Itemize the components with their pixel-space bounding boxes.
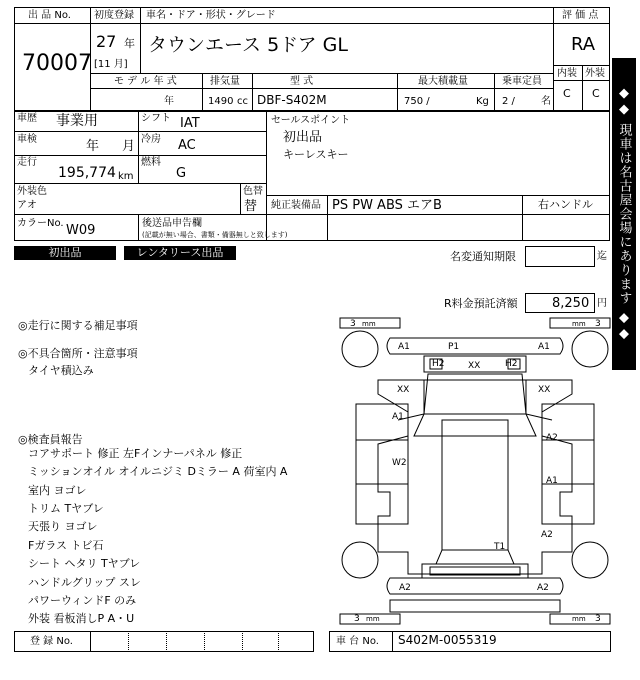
first-reg-month: [11 月] — [94, 59, 128, 70]
mark-quarter-right: A2 — [541, 530, 553, 540]
model-year-label: モ デ ル 年 式 — [114, 76, 177, 87]
capacity-unit: 名 — [541, 96, 551, 107]
color-value: アオ — [17, 200, 37, 211]
aircon-value: AC — [178, 138, 196, 153]
load-unit: Kg — [476, 96, 489, 107]
tire-rl-unit: mm — [366, 615, 380, 623]
defects-title: ◎不具合箇所・注意事項 — [18, 347, 138, 360]
mark-door-left-rear: W2 — [392, 458, 407, 468]
exterior-grade: C — [592, 87, 600, 100]
first-reg-year: 27 — [96, 32, 117, 51]
location-banner: ◆◆ 現車は名古屋会場にあります ◆◆ — [612, 58, 636, 370]
tire-fl-unit: mm — [362, 320, 376, 328]
steering-value: 右ハンドル — [538, 198, 593, 211]
equip-label: 純正装備品 — [271, 200, 321, 211]
inspector-line: 外装 看板消しP A・U — [28, 612, 135, 625]
notice-label: 名変通知期限 — [450, 250, 516, 263]
lot-label: 出 品 No. — [28, 10, 71, 21]
displacement-label: 排気量 — [210, 76, 240, 87]
registration-label: 登 録 No. — [30, 636, 73, 647]
inspector-line: 天張り ヨゴレ — [28, 520, 98, 533]
grade-value: RA — [571, 34, 596, 55]
chassis-number: S402M-0055319 — [398, 633, 497, 647]
defect-line: タイヤ積込み — [28, 364, 94, 377]
first-reg-label: 初度登録 — [94, 10, 134, 21]
mark-hood: XX — [468, 361, 481, 371]
mark-door-right-rear: A1 — [546, 476, 558, 486]
recycle-value: 8,250 — [552, 296, 590, 311]
exterior-label: 外装 — [585, 68, 605, 79]
recycle-label: R料金預託済額 — [444, 297, 518, 310]
mileage-unit: km — [118, 171, 134, 182]
inspection-year: 年 — [86, 139, 100, 154]
tire-fl-depth: 3 — [350, 319, 356, 329]
mileage-label: 走行 — [17, 157, 37, 168]
rental-tag: レンタリース出品 — [124, 246, 236, 260]
mark-h2-right: H2 — [505, 359, 518, 369]
lot-number: 70007 — [22, 51, 92, 76]
type-value: DBF-S402M — [257, 93, 327, 107]
first-reg-year-unit: 年 — [124, 37, 135, 50]
notice-unit: 迄 — [597, 251, 607, 262]
aircon-label: 冷房 — [141, 134, 161, 145]
equipment-value: PS PW ABS エアB — [332, 198, 442, 213]
inspection-label: 車検 — [17, 134, 37, 145]
load-value: 750 / — [404, 96, 430, 107]
shift-value: IAT — [180, 116, 200, 131]
recycle-unit: 円 — [597, 298, 607, 309]
car-name-label-2: 車名・ドア・形状・グレード — [146, 10, 276, 21]
chassis-label: 車 台 No. — [336, 636, 379, 647]
inspection-month: 月 — [122, 139, 136, 154]
sales-point-2: キーレスキー — [283, 148, 349, 161]
car-name: タウンエース 5ドア GL — [148, 34, 348, 56]
mark-rear-right: A2 — [537, 583, 549, 593]
interior-grade: C — [563, 87, 571, 100]
mark-tailgate: T1 — [494, 542, 506, 552]
sales-point-1: 初出品 — [283, 130, 323, 145]
mark-rear-left: A2 — [399, 583, 411, 593]
inspector-line: コアサポート 修正 左Fインナーパネル 修正 — [28, 447, 243, 460]
inspector-line: トリム Tヤブレ — [28, 502, 104, 515]
color-label: 外装色 — [17, 186, 47, 197]
fuel-value: G — [176, 166, 187, 181]
mark-front-center: P1 — [448, 342, 460, 352]
capacity-value: 2 / — [502, 96, 515, 107]
inspector-line: ハンドルグリップ スレ — [28, 576, 141, 589]
grade-label: 評 価 点 — [562, 10, 599, 21]
repaint-label: 色替 — [243, 186, 263, 197]
fuel-label: 燃料 — [141, 157, 161, 168]
displacement-unit: cc — [237, 96, 248, 107]
tire-fr-unit: mm — [572, 320, 586, 328]
mark-fender-left: XX — [397, 385, 410, 395]
notice-box — [525, 246, 595, 267]
tire-rr-unit: mm — [572, 615, 586, 623]
history-label: 車歴 — [17, 113, 37, 124]
shift-label: シフト — [141, 113, 171, 124]
load-label: 最大積載量 — [418, 76, 468, 87]
history-value: 事業用 — [56, 113, 98, 129]
mark-front-left: A1 — [398, 342, 410, 352]
docs-label: 後送品申告欄 — [142, 218, 202, 229]
mark-front-right: A1 — [538, 342, 550, 352]
mileage-value: 195,774 — [58, 165, 116, 181]
inspector-line: 室内 ヨゴレ — [28, 484, 87, 497]
tire-rl-depth: 3 — [354, 614, 360, 624]
inspector-line: パワーウィンドF のみ — [28, 594, 137, 607]
mark-door-right-front: A2 — [546, 433, 558, 443]
color-no-label: カラーNo. — [17, 218, 64, 229]
inspector-line: シート ヘタリ Tヤブレ — [28, 557, 141, 570]
type-label: 型 式 — [290, 76, 314, 87]
mark-h2-left: H2 — [432, 359, 445, 369]
inspector-line: Fガラス トビ石 — [28, 539, 104, 552]
inspector-line: ミッションオイル オイルニジミ Dミラー A 荷室内 A — [28, 465, 288, 478]
capacity-label: 乗車定員 — [502, 76, 542, 87]
tire-fr-depth: 3 — [595, 319, 601, 329]
tire-rr-depth: 3 — [595, 614, 601, 624]
displacement-value: 1490 — [208, 96, 234, 107]
driving-notes-title: ◎走行に関する補足事項 — [18, 319, 138, 332]
mark-door-left-front: A1 — [392, 412, 404, 422]
model-year-unit: 年 — [164, 96, 174, 107]
repaint-value: 替 — [244, 199, 258, 214]
mark-fender-right: XX — [538, 385, 551, 395]
docs-note: (記載が無い場合、書類・備器無しと致します) — [142, 231, 288, 239]
interior-label: 内装 — [557, 68, 577, 79]
sales-label: セールスポイント — [271, 115, 351, 126]
inspector-title: ◎検査員報告 — [18, 433, 83, 446]
color-no-value: W09 — [66, 223, 96, 238]
first-listing-tag: 初出品 — [14, 246, 116, 260]
